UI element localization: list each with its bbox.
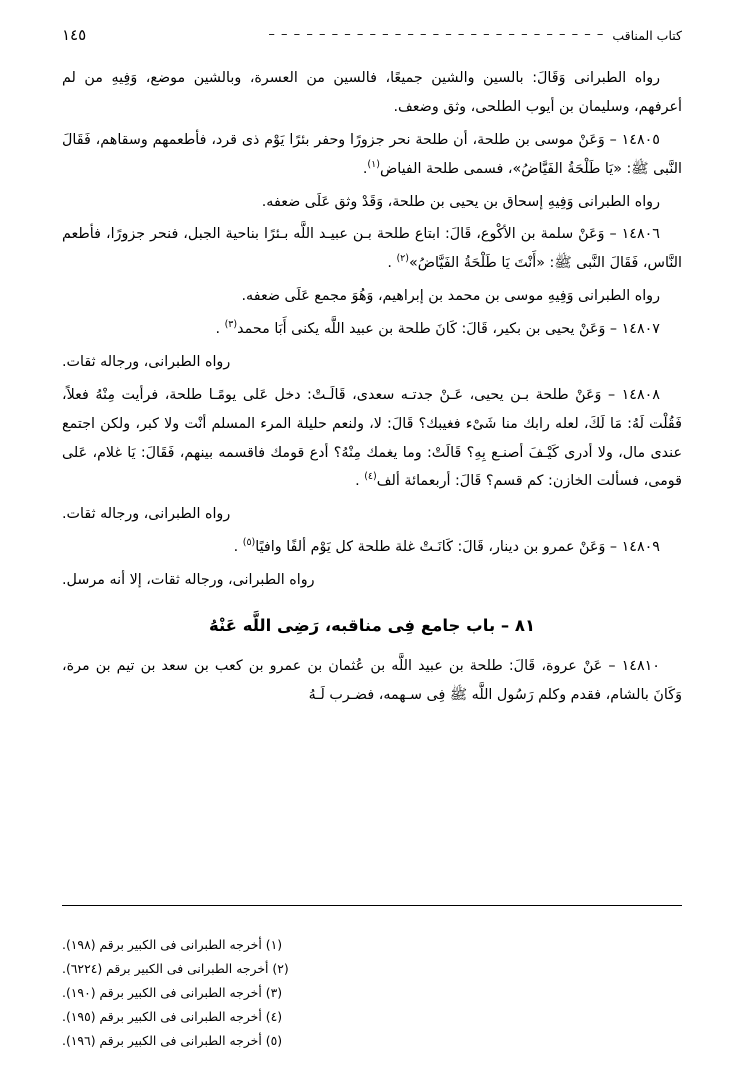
page-body — [62, 64, 682, 710]
footnote-ref-3: (٣) — [224, 319, 238, 331]
paragraph-text: رواه الطبرانى، ورجاله ثقات. — [62, 353, 231, 370]
footnote-text: أخرجه الطبرانى فى الكبير برقم (٦٢٢٤). — [62, 961, 269, 977]
paragraph-text: ١٤٨٠٥ – وَعَنْ موسى بن طلحة، أن طلحة نحر جزورًا وحفر بئرًا يَوْم ذى قرد، فأطعمهم وسقاهم، فَقَالَ النَّبى ﷺ: «يَا طَلْحَةُ الفَيَّاضُ»، فسمى طلحة الفياض — [62, 131, 682, 177]
paragraph-tabarani-comment-1 — [62, 64, 682, 122]
header-dashed-rule: – – – – – – – – – – – – – – – – – – – – – – – – – – – — [268, 27, 605, 39]
footnote-text: أخرجه الطبرانى فى الكبير برقم (١٩٦). — [62, 1033, 262, 1049]
footnote-ref-2: (٢) — [396, 253, 409, 265]
footnote-item — [62, 981, 682, 1005]
paragraph-tabarani-comment-2 — [62, 188, 682, 217]
paragraph-tail: . — [215, 321, 225, 337]
paragraph-text: رواه الطبرانى وَقَالَ: بالسين والشين جميعًا، فالسين من العسرة، وبالشين موضع، وَفِيهِ من لم أعرفهم، وسليمان بن أيوب الطلحى، وثق وضعف. — [62, 70, 682, 115]
hadith-14805 — [62, 126, 682, 184]
footnote-item — [62, 1029, 682, 1053]
footnote-item — [62, 957, 682, 981]
chapter-heading: ٨١ – باب جامع فِى مناقبه، رَضِى اللَّه عَنْهُ — [208, 615, 536, 635]
paragraph-text: رواه الطبرانى وَفِيهِ موسى بن محمد بن إبراهيم، وَهُوَ مجمع عَلَى ضعفه. — [241, 288, 660, 305]
hadith-14807 — [62, 315, 682, 344]
paragraph-text: ١٤٨٠٨ – وَعَنْ طلحة بـن يحيى، عَـنْ جدتـه سعدى، قَالَـتْ: دخل عَلى يومًـا طلحة، فرأيت مِنْهُ فعلاً، فَقُلْت لَهُ: مَا لَكَ، لعله رابك منا شَىْء فغيبك؟ قَالَ: لا، ولنعم حليلة المرء المسلم أنْت ولا كبر، ولكن اجتمع عندى مال، ولا أدرى كَيْـفَ أصنـع بِهِ؟ قَالَتْ: وما يغمك مِنْهُ؟ أدع قومك فاقسمه بينهم، فَقَالَ: يَا غلام، عَلى قومى، فسألت الخازن: كم قسم؟ قَالَ: أربعمائة ألف — [62, 386, 682, 490]
footnote-separator-rule — [62, 905, 682, 906]
footnote-marker: (١) — [265, 937, 283, 953]
paragraph-tabarani-comment-3 — [62, 282, 682, 311]
footnote-ref-1: (١) — [367, 158, 380, 170]
page-number: ١٤٥ — [62, 26, 87, 44]
footnote-ref-4: (٤) — [364, 471, 377, 483]
paragraph-text: رواه الطبرانى وَفِيهِ إسحاق بن يحيى بن طلحة، وَقَدْ وثق عَلَى ضعفه. — [261, 193, 660, 210]
hadith-14806 — [62, 220, 682, 278]
running-head-title: كتاب المناقب — [612, 27, 682, 43]
footnote-text: أخرجه الطبرانى فى الكبير برقم (١٩٥). — [62, 1009, 262, 1025]
footnotes-block — [62, 933, 682, 1053]
paragraph-text: رواه الطبرانى، ورجاله ثقات، إلا أنه مرسل. — [62, 572, 315, 588]
paragraph-text: ١٤٨١٠ – عَنْ عروة، قَالَ: طلحة بن عبيد اللَّه بن عُثمان بن عمرو بن كعب بن سعد بن تيم بن مرة، وَكَانَ بالشام، فقدم وكلم رَسُول اللَّه ﷺ فِى سـهمه، فضـرب لَـهُ — [62, 658, 682, 704]
paragraph-tabarani-comment-5 — [62, 500, 682, 529]
footnote-ref-5: (٥) — [242, 537, 256, 549]
paragraph-tail: . — [355, 473, 365, 490]
footnote-marker: (٣) — [265, 985, 283, 1001]
footnote-item — [62, 933, 682, 957]
footnote-text: أخرجه الطبرانى فى الكبير برقم (١٩٠). — [62, 985, 262, 1001]
hadith-14809 — [62, 533, 682, 562]
paragraph-tail: . — [233, 539, 243, 556]
hadith-14810 — [62, 652, 682, 710]
footnote-marker: (٢) — [272, 961, 289, 977]
paragraph-tail: . — [362, 160, 368, 177]
footnote-marker: (٥) — [265, 1033, 283, 1049]
footnote-item — [62, 1005, 682, 1029]
hadith-14808 — [62, 381, 682, 497]
paragraph-tail: . — [387, 255, 397, 272]
footnote-marker: (٤) — [265, 1009, 283, 1025]
paragraph-text: ١٤٨٠٦ – وَعَنْ سلمة بن الأكْوع، قَالَ: ابتاع طلحة بـن عبيـد اللَّه بـئرًا بناحية الجبل، فنحر جزورًا، فأطعم النَّاس، فَقَالَ النَّبى ﷺ: «أَنْتَ يَا طَلْحَةُ الفَيَّاضُ» — [62, 226, 682, 272]
paragraph-text: ١٤٨٠٩ – وَعَنْ عمرو بن دينار، قَالَ: كَانَـتْ غلة طلحة كل يَوْم ألفًا وافيًا — [255, 539, 660, 556]
footnote-text: أخرجه الطبرانى فى الكبير برقم (١٩٨). — [62, 937, 262, 953]
page-header — [62, 24, 682, 46]
paragraph-tabarani-comment-4 — [62, 348, 682, 377]
paragraph-tabarani-comment-6 — [62, 566, 682, 595]
paragraph-text: رواه الطبرانى، ورجاله ثقات. — [62, 506, 231, 523]
paragraph-text: ١٤٨٠٧ – وَعَنْ يحيى بن بكير، قَالَ: كَانَ طلحة بن عبيد اللَّه يكنى أَبَا محمد — [237, 321, 660, 337]
